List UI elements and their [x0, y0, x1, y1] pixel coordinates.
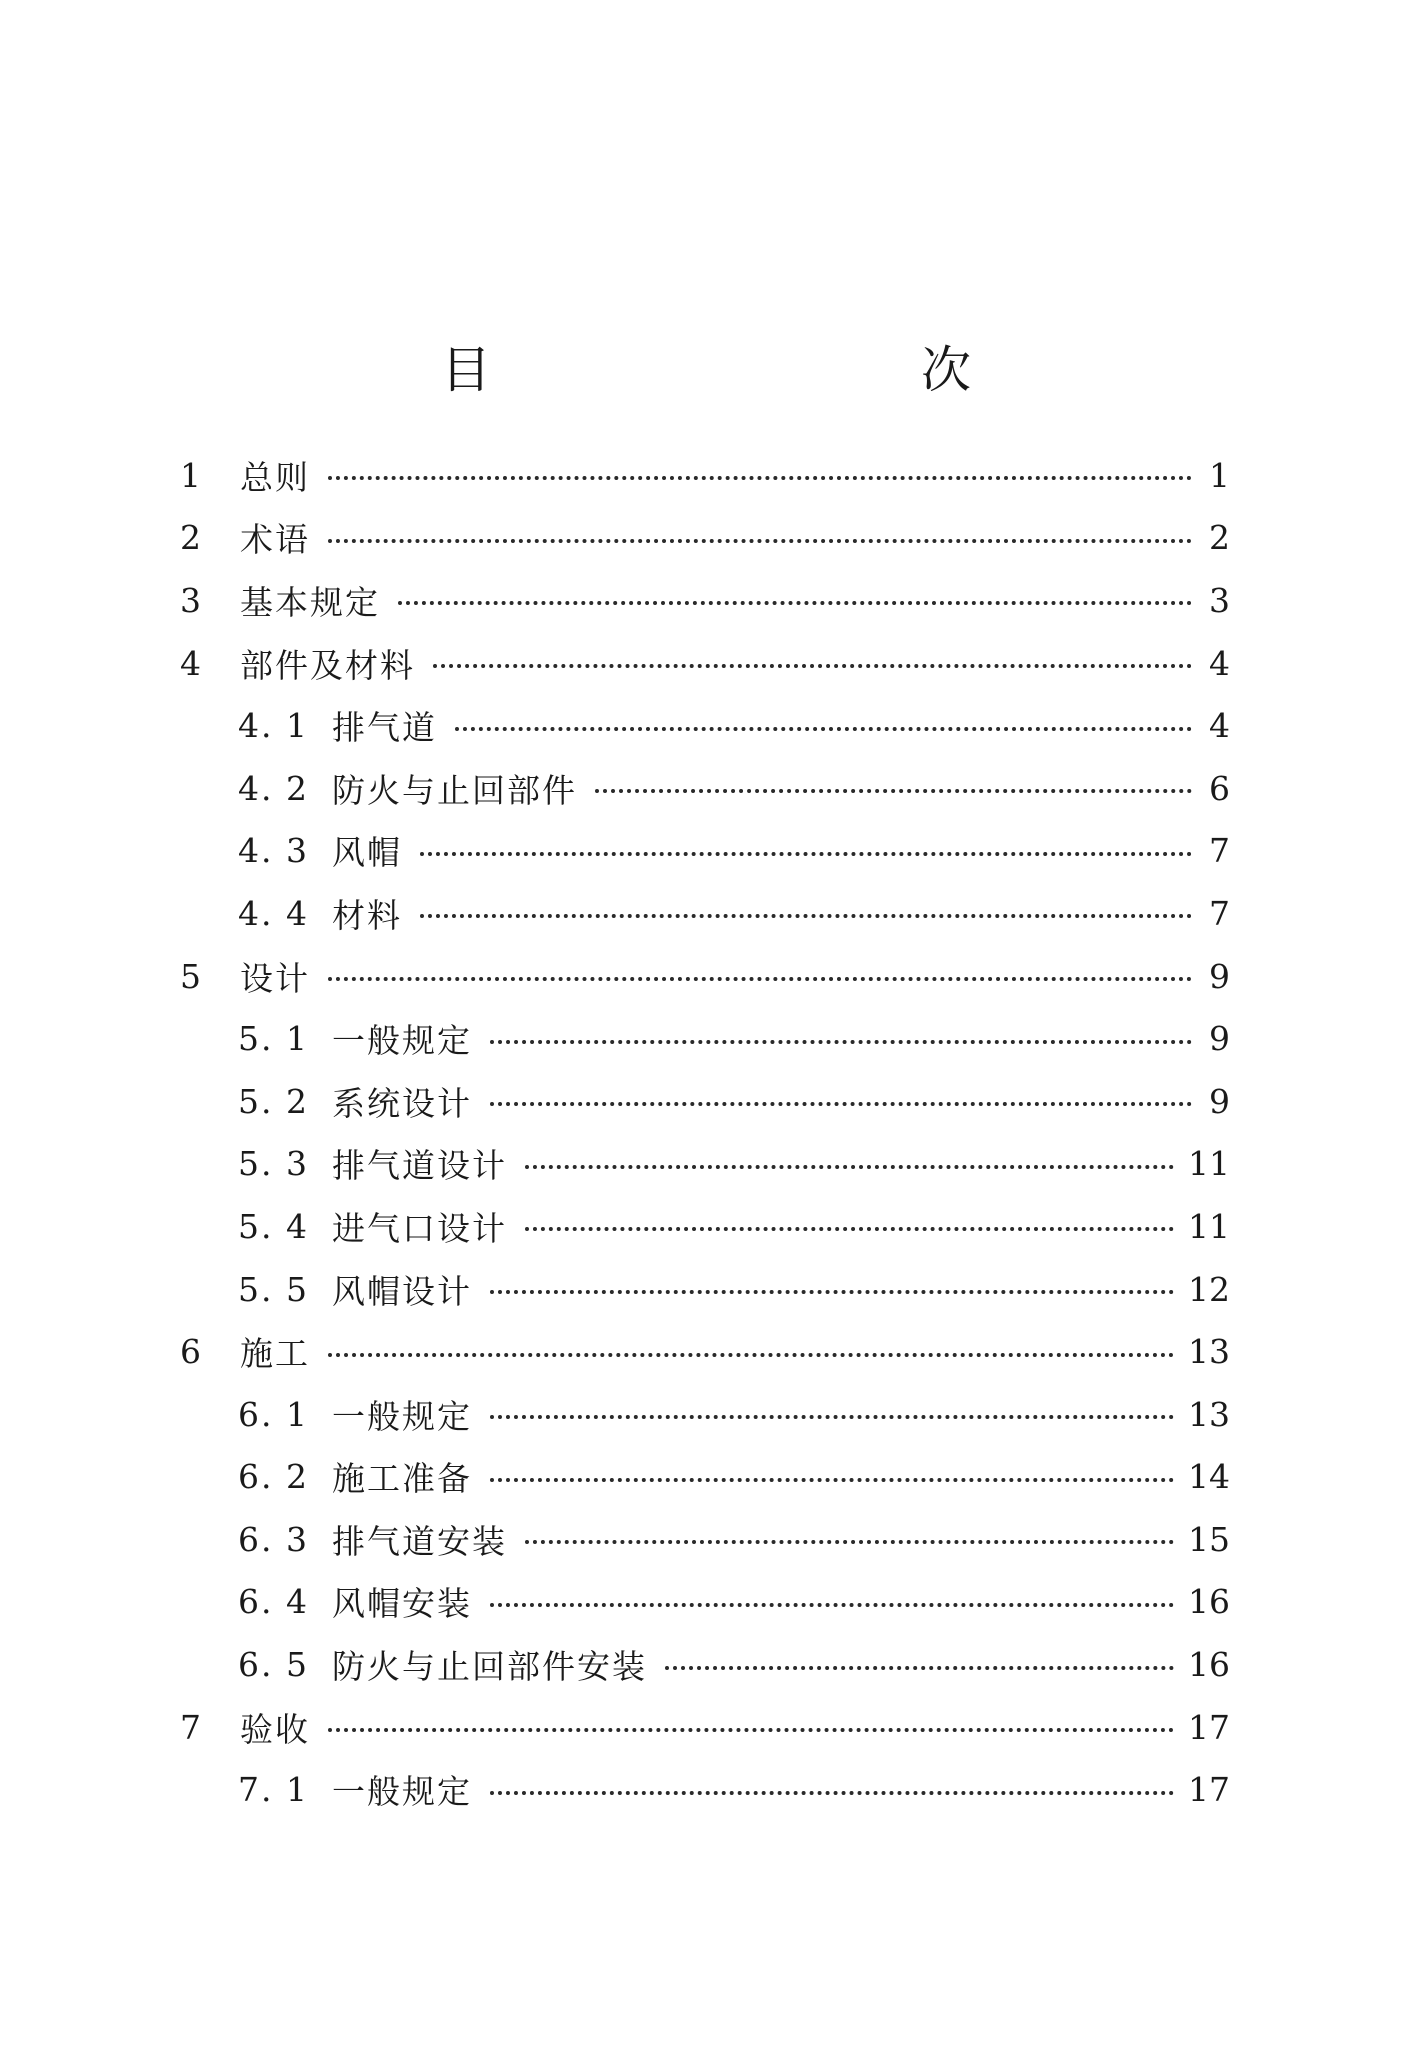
- toc-entry-label: 术语: [240, 520, 310, 560]
- toc-entry-page: 12: [1188, 1269, 1230, 1309]
- toc-entry-number: 6. 2: [238, 1457, 309, 1497]
- toc-entry[interactable]: [180, 945, 1230, 1008]
- toc-entry-page: 16: [1188, 1645, 1230, 1685]
- toc-dot-leader: [490, 1457, 1174, 1497]
- toc-entry-page: 9: [1209, 1019, 1230, 1059]
- toc-entry-number: 7: [180, 1707, 201, 1747]
- toc-entry-number: 5. 3: [238, 1144, 309, 1184]
- toc-dot-leader: [525, 1144, 1174, 1184]
- toc-dot-leader: [490, 1081, 1192, 1121]
- toc-entry-label: 材料: [332, 895, 402, 935]
- toc-entry-page: 9: [1209, 956, 1230, 996]
- toc-entry-page: 4: [1209, 643, 1230, 683]
- toc-list: [180, 444, 1230, 1821]
- toc-entry-number: 7. 1: [238, 1770, 309, 1810]
- toc-entry-page: 7: [1209, 831, 1230, 871]
- toc-entry-page: 3: [1209, 580, 1230, 620]
- toc-entry-label: 施工准备: [332, 1459, 472, 1499]
- toc-entry-label: 进气口设计: [332, 1208, 507, 1248]
- toc-subentry[interactable]: [180, 820, 1230, 883]
- toc-subentry[interactable]: [180, 882, 1230, 945]
- toc-entry-page: 13: [1188, 1394, 1230, 1434]
- toc-entry-label: 一般规定: [332, 1021, 472, 1061]
- toc-dot-leader: [595, 768, 1192, 808]
- toc-entry-page: 17: [1188, 1770, 1230, 1810]
- toc-entry-label: 总则: [240, 457, 310, 497]
- toc-entry-label: 风帽安装: [332, 1584, 472, 1624]
- toc-entry-label: 防火与止回部件: [332, 770, 577, 810]
- toc-entry-page: 2: [1209, 518, 1230, 558]
- toc-dot-leader: [490, 1269, 1174, 1309]
- toc-entry-number: 5: [180, 956, 201, 996]
- toc-dot-leader: [328, 1707, 1174, 1747]
- toc-entry-page: 1: [1209, 455, 1230, 495]
- toc-entry[interactable]: [180, 1696, 1230, 1759]
- toc-subentry[interactable]: [180, 1070, 1230, 1133]
- toc-dot-leader: [420, 893, 1192, 933]
- toc-subentry[interactable]: [180, 1195, 1230, 1258]
- toc-entry-number: 4: [180, 643, 201, 683]
- toc-entry-label: 基本规定: [240, 582, 380, 622]
- toc-subentry[interactable]: [180, 1633, 1230, 1696]
- toc-subentry[interactable]: [180, 1571, 1230, 1634]
- toc-dot-leader: [525, 1206, 1174, 1246]
- toc-entry-number: 3: [180, 580, 201, 620]
- toc-entry[interactable]: [180, 444, 1230, 507]
- toc-subentry[interactable]: [180, 1508, 1230, 1571]
- toc-dot-leader: [420, 831, 1192, 871]
- toc-entry[interactable]: [180, 632, 1230, 695]
- toc-entry-number: 6. 4: [238, 1582, 309, 1622]
- toc-entry-number: 4. 3: [238, 831, 309, 871]
- toc-entry-label: 风帽设计: [332, 1271, 472, 1311]
- toc-subentry[interactable]: [180, 1758, 1230, 1821]
- toc-entry-number: 2: [180, 518, 201, 558]
- toc-entry[interactable]: [180, 1320, 1230, 1383]
- toc-dot-leader: [455, 706, 1192, 746]
- toc-entry-label: 系统设计: [332, 1083, 472, 1123]
- toc-dot-leader: [490, 1770, 1174, 1810]
- toc-entry-page: 13: [1188, 1332, 1230, 1372]
- toc-subentry[interactable]: [180, 1133, 1230, 1196]
- toc-entry-number: 1: [180, 455, 201, 495]
- toc-dot-leader: [433, 643, 1192, 683]
- toc-entry-page: 17: [1188, 1707, 1230, 1747]
- toc-subentry[interactable]: [180, 1258, 1230, 1321]
- toc-subentry[interactable]: [180, 757, 1230, 820]
- toc-dot-leader: [490, 1019, 1192, 1059]
- toc-dot-leader: [328, 956, 1192, 996]
- toc-entry-page: 14: [1188, 1457, 1230, 1497]
- toc-entry-label: 设计: [240, 958, 310, 998]
- toc-entry-page: 6: [1209, 768, 1230, 808]
- toc-entry-label: 风帽: [332, 833, 402, 873]
- toc-entry-number: 5. 1: [238, 1019, 309, 1059]
- toc-subentry[interactable]: [180, 1446, 1230, 1509]
- toc-entry-label: 一般规定: [332, 1772, 472, 1812]
- toc-dot-leader: [490, 1394, 1174, 1434]
- toc-dot-leader: [525, 1519, 1174, 1559]
- toc-entry-label: 验收: [240, 1709, 310, 1749]
- toc-entry-page: 11: [1188, 1206, 1230, 1246]
- toc-dot-leader: [398, 580, 1192, 620]
- toc-entry-number: 6: [180, 1332, 201, 1372]
- toc-entry-number: 5. 2: [238, 1081, 309, 1121]
- toc-entry-label: 排气道: [332, 708, 437, 748]
- toc-entry-number: 4. 4: [238, 893, 309, 933]
- toc-entry-page: 15: [1188, 1519, 1230, 1559]
- toc-entry-page: 11: [1188, 1144, 1230, 1184]
- toc-entry-number: 4. 2: [238, 768, 309, 808]
- toc-dot-leader: [328, 518, 1192, 558]
- toc-entry-label: 排气道安装: [332, 1521, 507, 1561]
- toc-entry[interactable]: [180, 507, 1230, 570]
- toc-entry-page: 4: [1209, 706, 1230, 746]
- toc-entry-label: 施工: [240, 1334, 310, 1374]
- toc-dot-leader: [665, 1645, 1174, 1685]
- toc-entry-number: 6. 5: [238, 1645, 309, 1685]
- toc-entry-label: 排气道设计: [332, 1146, 507, 1186]
- toc-subentry[interactable]: [180, 1007, 1230, 1070]
- toc-entry-label: 一般规定: [332, 1396, 472, 1436]
- toc-entry-number: 6. 3: [238, 1519, 309, 1559]
- toc-entry-number: 6. 1: [238, 1394, 309, 1434]
- toc-entry[interactable]: [180, 569, 1230, 632]
- toc-dot-leader: [328, 455, 1192, 495]
- toc-entry-number: 5. 5: [238, 1269, 309, 1309]
- toc-entry-page: 9: [1209, 1081, 1230, 1121]
- toc-entry-label: 部件及材料: [240, 645, 415, 685]
- toc-subentry[interactable]: [180, 694, 1230, 757]
- toc-title: 目 次: [441, 340, 1081, 399]
- toc-subentry[interactable]: [180, 1383, 1230, 1446]
- toc-dot-leader: [328, 1332, 1174, 1372]
- toc-entry-page: 16: [1188, 1582, 1230, 1622]
- toc-dot-leader: [490, 1582, 1174, 1622]
- toc-entry-page: 7: [1209, 893, 1230, 933]
- toc-entry-label: 防火与止回部件安装: [332, 1647, 647, 1687]
- toc-entry-number: 4. 1: [238, 706, 309, 746]
- toc-entry-number: 5. 4: [238, 1206, 309, 1246]
